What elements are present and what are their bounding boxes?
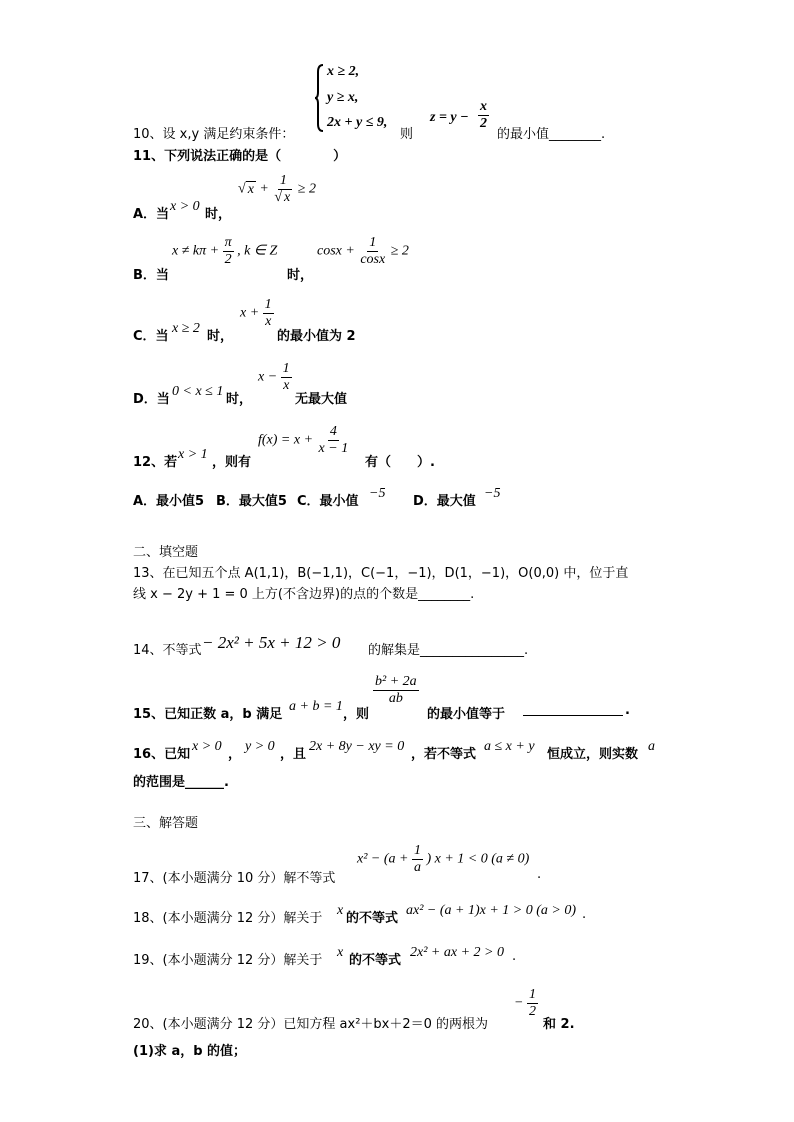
q18-mid: 的不等式	[346, 911, 399, 926]
q16-var: a	[648, 739, 655, 754]
q10-condition-2: y ≥ x,	[327, 90, 359, 105]
q11-b-cond-den: 2	[224, 252, 232, 267]
q11-d-expr-left: x −	[258, 369, 278, 385]
q11-b-condition	[172, 236, 277, 267]
q11-d-expression	[258, 362, 292, 393]
q10-condition-3: 2x + y ≤ 9,	[327, 115, 388, 130]
q12-f-den: x − 1	[318, 441, 349, 456]
q12-option-b: B．最大值5	[216, 494, 287, 509]
q16-inequality: a ≤ x + y	[484, 739, 535, 754]
q12-f-left: f(x) = x +	[258, 432, 314, 448]
q10-prefix: 10、设 x,y 满足约束条件：	[133, 127, 295, 142]
q11-b-expr-left: cosx +	[317, 243, 355, 259]
q11-c-expression	[240, 298, 274, 329]
q19-mid: 的不等式	[349, 953, 402, 968]
q11-d-expr-num: 1	[282, 361, 290, 376]
brace-icon	[315, 64, 325, 132]
q11-c-expr-num: 1	[264, 297, 272, 312]
q10-then: 则	[400, 127, 414, 142]
q20-root	[514, 988, 538, 1019]
q19-expression: 2x² + ax + 2 > 0	[410, 945, 504, 960]
q10-condition-1: x ≥ 2,	[327, 64, 360, 79]
q11-c-label: C．当	[133, 329, 169, 344]
q19-end: .	[512, 949, 517, 964]
q15-prefix: 15、已知正数 a，b 满足	[133, 707, 283, 722]
q11-b-expression	[317, 236, 409, 267]
q17-expr-right: ) x + 1 < 0 (a ≠ 0)	[426, 851, 530, 867]
q19-prefix: 19、(本小题满分 12 分）解关于	[133, 953, 323, 968]
q10-suffix: 的最小值________.	[497, 127, 606, 142]
q15-cond: a + b = 1	[289, 699, 343, 714]
q12-mid: ，则有	[212, 455, 252, 470]
q10-z-num: x	[480, 99, 487, 114]
q11-c-expr-den: x	[265, 314, 272, 329]
q15-mid: ，则	[343, 707, 370, 722]
section-3-title: 三、解答题	[133, 816, 199, 831]
q15-fraction	[373, 675, 419, 706]
q18-prefix: 18、(本小题满分 12 分）解关于	[133, 911, 323, 926]
q11-b-when: 时，	[287, 268, 314, 283]
q12-option-c: C．最小值	[297, 494, 359, 509]
q17-den: a	[413, 860, 421, 875]
q12-prefix: 12、若	[133, 455, 178, 470]
q17-expr-left: x² − (a +	[357, 851, 409, 867]
q12-option-d-value: −5	[484, 486, 501, 501]
q11-a-sqrt: x	[247, 181, 254, 197]
q16-cond-1: x > 0	[192, 739, 222, 754]
q17-prefix: 17、(本小题满分 10 分）解不等式	[133, 871, 336, 886]
q11-b-geq: ≥ 2	[390, 243, 409, 259]
q11-a-label: A．当	[133, 207, 170, 222]
q11-b-expr-den: cosx	[360, 252, 386, 267]
q11-b-cond-num: π	[224, 235, 232, 250]
q11-c-text: 的最小值为 2	[277, 329, 356, 344]
q11-b-cond-right: , k ∈ Z	[237, 243, 278, 259]
q20-num: 1	[528, 987, 536, 1002]
q11-a-frac-num: 1	[279, 173, 287, 188]
q11-stem: 11、下列说法正确的是（ ）	[133, 149, 347, 164]
q11-d-text: 无最大值	[295, 392, 348, 407]
q11-b-expr-num: 1	[369, 235, 377, 250]
q19-var: x	[337, 945, 344, 960]
q16-mid-1: ，且	[280, 747, 307, 762]
q11-d-when: 时，	[226, 392, 253, 407]
q13-line-2: 线 x − 2y + 1 = 0 上方(不含边界)的点的个数是________.	[133, 587, 475, 602]
q18-var: x	[337, 903, 344, 918]
q11-c-expr-left: x +	[240, 305, 260, 321]
q20-sub-1: (1)求 a，b 的值；	[133, 1044, 247, 1059]
q11-d-label: D．当	[133, 392, 170, 407]
q16-prefix: 16、已知	[133, 747, 191, 762]
q16-sep: ，	[228, 747, 242, 762]
q10-z-expr: z = y −	[430, 110, 469, 125]
q17-end: .	[537, 867, 542, 882]
q11-c-cond: x ≥ 2	[172, 321, 200, 336]
q18-end: .	[582, 907, 587, 922]
q11-a-expression: √ x + $\frac{1}{√ x}$ ≥ 2	[238, 173, 316, 205]
q11-b-label: B．当	[133, 268, 169, 283]
q10-z-den: 2	[480, 116, 487, 131]
q12-f-num: 4	[329, 424, 337, 439]
q13-line-1: 13、在已知五个点 A(1,1)，B(−1,1)，C(−1，−1)，D(1，−1)，O(0,0) 中，位于直	[133, 566, 629, 581]
q12-cond: x > 1	[178, 447, 208, 462]
q16-mid-2: ，若不等式	[411, 747, 477, 762]
q11-d-expr-den: x	[283, 378, 290, 393]
q11-a-plus: +	[259, 181, 269, 197]
section-2-title: 二、填空题	[133, 545, 199, 560]
q15-num: b² + 2a	[375, 674, 417, 689]
q15-suffix: 的最小值等于	[427, 707, 506, 722]
q20-prefix: 20、(本小题满分 12 分）已知方程 ax²＋bx＋2＝0 的两根为	[133, 1017, 489, 1032]
q16-line-2: 的范围是______.	[133, 775, 229, 790]
q18-expression: ax² − (a + 1)x + 1 > 0 (a > 0)	[406, 903, 577, 918]
q15-blank	[523, 703, 623, 720]
q12-function	[258, 425, 350, 456]
q20-neg: −	[514, 995, 524, 1011]
q17-num: 1	[413, 843, 421, 858]
q11-a-frac-den: x	[284, 190, 291, 205]
q10-z-fraction	[478, 100, 489, 131]
q12-suffix: 有（ ）.	[365, 455, 435, 470]
q14-prefix: 14、不等式	[133, 643, 202, 658]
q11-b-cond-left: x ≠ kπ +	[172, 243, 220, 259]
q14-expression: − 2x² + 5x + 12 > 0	[202, 633, 341, 652]
q12-option-d: D．最大值	[413, 494, 476, 509]
q11-c-when: 时，	[207, 329, 234, 344]
q20-suffix: 和 2.	[543, 1017, 575, 1032]
q11-a-cond: x > 0	[170, 199, 200, 214]
q12-option-c-value: −5	[369, 486, 386, 501]
q16-mid-3: 恒成立，则实数	[547, 747, 639, 762]
q17-expression	[357, 844, 529, 875]
q11-d-cond: 0 < x ≤ 1	[172, 384, 224, 399]
q15-den: ab	[388, 691, 403, 706]
q16-cond-2: y > 0	[245, 739, 275, 754]
q11-a-when: 时，	[205, 207, 232, 222]
q12-option-a: A．最小值5	[133, 494, 205, 509]
q14-suffix: 的解集是________________.	[368, 643, 529, 658]
q20-den: 2	[528, 1004, 536, 1019]
q11-a-geq: ≥ 2	[297, 181, 316, 197]
q16-equation: 2x + 8y − xy = 0	[309, 739, 405, 754]
q15-end: .	[625, 703, 630, 718]
